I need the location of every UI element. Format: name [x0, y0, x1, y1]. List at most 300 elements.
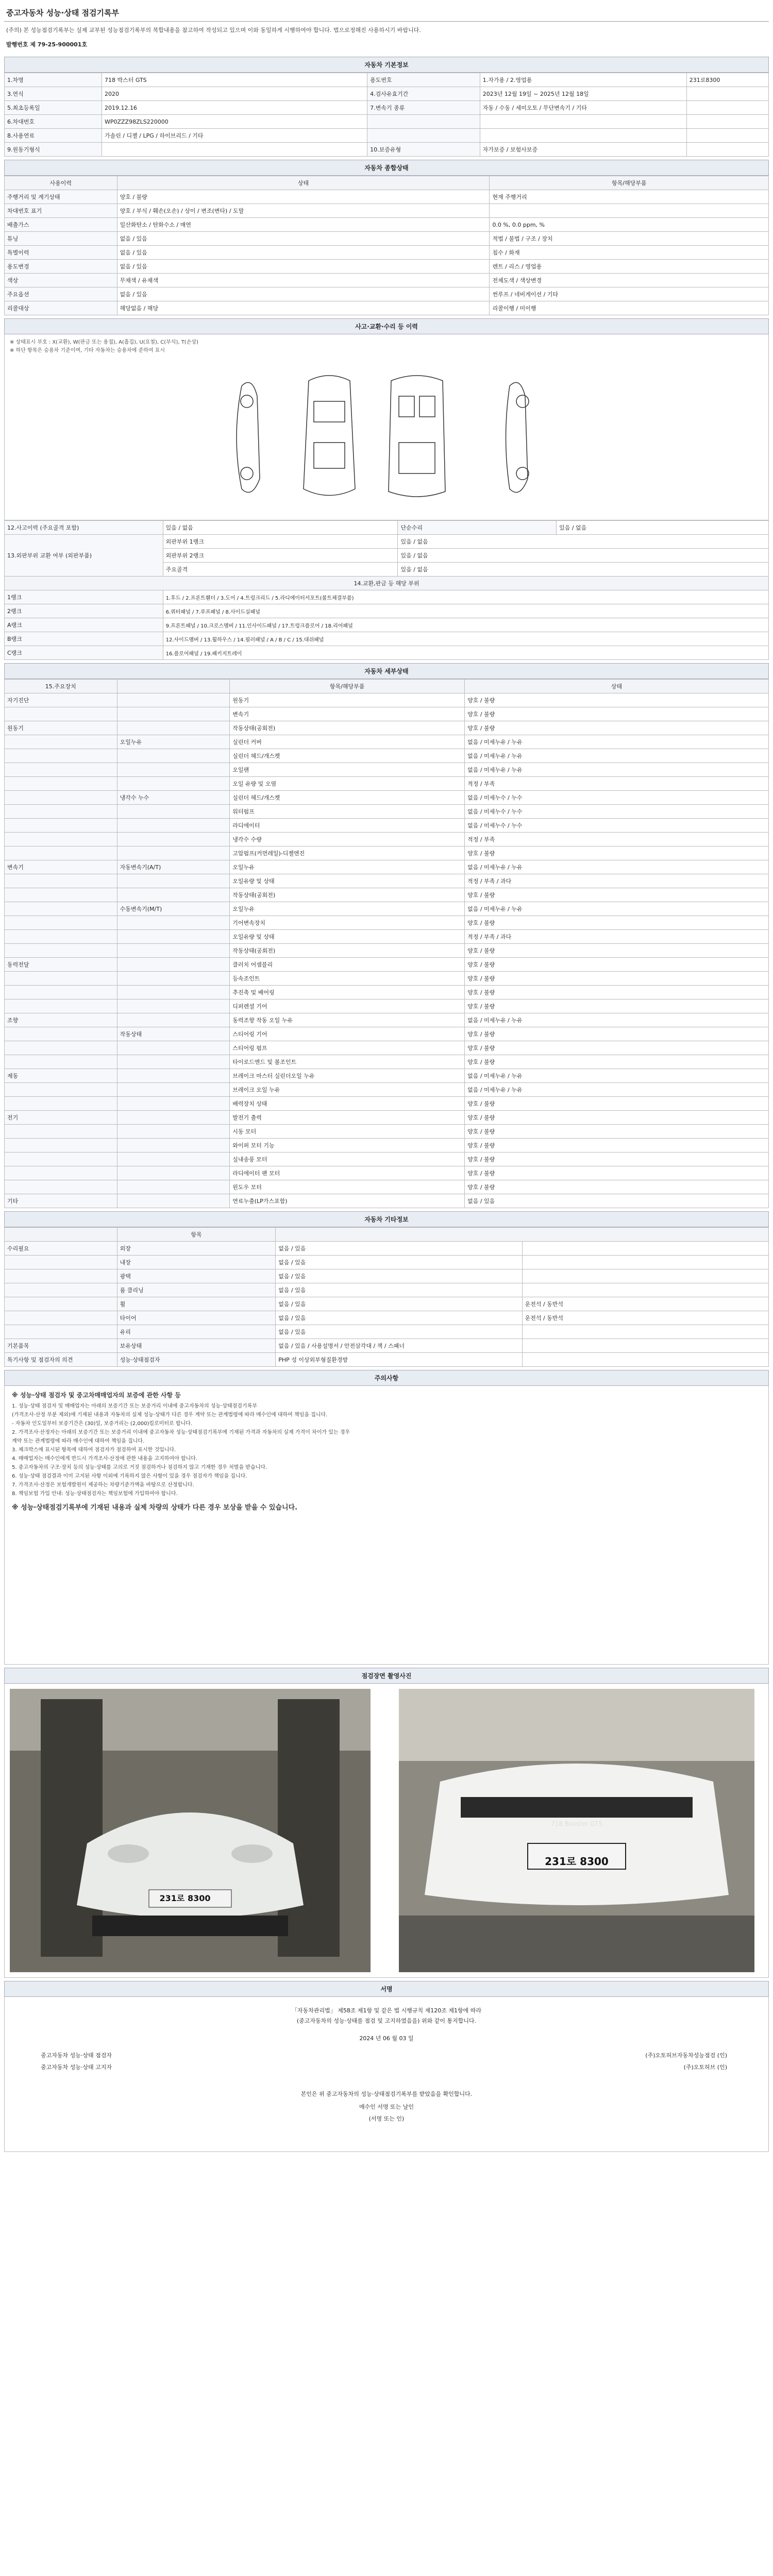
- extra-group: [5, 1269, 117, 1283]
- general-label: 튜닝: [5, 232, 117, 246]
- basic-value: [102, 143, 367, 157]
- detail-row: [5, 1069, 769, 1083]
- detail-row: [5, 1041, 769, 1055]
- detail-group: [5, 888, 117, 902]
- basic-value-2: [480, 115, 686, 129]
- detail-state: 양호 / 불량: [465, 958, 769, 972]
- extra-side: [522, 1353, 768, 1367]
- basic-label: 8.사용연료: [5, 129, 102, 143]
- detail-sub: [117, 721, 230, 735]
- detail-item: 작동상태(공회전): [230, 888, 465, 902]
- document-number: 발행번호 제 79-25-900001호: [6, 41, 88, 48]
- detail-sub: [117, 1097, 230, 1111]
- detail-item: 라디에이터: [230, 819, 465, 833]
- extra-group: [5, 1256, 117, 1269]
- basic-info-table: [4, 73, 769, 157]
- general-extra: [490, 204, 769, 218]
- extra-info-table: [4, 1227, 769, 1367]
- detail-sub: [117, 986, 230, 999]
- rank-label: 1랭크: [5, 590, 163, 604]
- detail-row: [5, 1083, 769, 1097]
- extra-state: 없음 / 있음 / 사용설명서 / 안전삼각대 / 잭 / 스패너: [276, 1339, 522, 1353]
- damage-diagram-header: 사고·교환·수리 등 이력: [4, 318, 769, 334]
- extra-item: 유리: [117, 1325, 276, 1339]
- extra-side: 운전석 / 동반석: [522, 1311, 768, 1325]
- caution-line: 6. 성능·상태 점검결과 이미 고지된 사항 이외에 기록하지 않은 사항이 있을 경우 점검자가 책임을 집니다.: [12, 1473, 247, 1479]
- detail-group: [5, 846, 117, 860]
- detail-row: [5, 1153, 769, 1166]
- exterior-part: 외판부위 2랭크: [163, 549, 398, 563]
- general-row: [5, 204, 769, 218]
- detail-state: 양호 / 불량: [465, 707, 769, 721]
- detail-item: 실린더 헤드/개스켓: [230, 749, 465, 763]
- basic-value-2: 자가보증 / 보험사보증: [480, 143, 686, 157]
- detail-row: [5, 1097, 769, 1111]
- detail-sub: [117, 805, 230, 819]
- detail-group: [5, 833, 117, 846]
- detail-row: [5, 1125, 769, 1139]
- detail-group: [5, 1153, 117, 1166]
- general-extra: 리콜이행 / 미이행: [490, 301, 769, 315]
- detail-group: [5, 1083, 117, 1097]
- general-row: [5, 274, 769, 287]
- document-title: 중고자동차 성능·상태 점검기록부: [4, 4, 769, 22]
- rank-label: A랭크: [5, 618, 163, 632]
- detail-group: [5, 763, 117, 777]
- detail-state: 양호 / 불량: [465, 888, 769, 902]
- detail-state: 양호 / 불량: [465, 693, 769, 707]
- simple-repair-label: 단순수리: [398, 521, 557, 535]
- detail-row: [5, 805, 769, 819]
- extra-row: [5, 1283, 769, 1297]
- exterior-part: 외판부위 1랭크: [163, 535, 398, 549]
- detail-row: [5, 986, 769, 999]
- basic-row: [5, 143, 769, 157]
- general-row: [5, 287, 769, 301]
- detail-row: [5, 1013, 769, 1027]
- detail-state: 양호 / 불량: [465, 1153, 769, 1166]
- rear-model-badge: 718 Boxster GTS: [551, 1820, 602, 1827]
- extra-side: [522, 1269, 768, 1283]
- extra-state: 없음 / 있음: [276, 1269, 522, 1283]
- detail-group: 제동: [5, 1069, 117, 1083]
- extra-info-header: 자동차 기타정보: [4, 1211, 769, 1227]
- detail-group: [5, 805, 117, 819]
- extra-item: 광택: [117, 1269, 276, 1283]
- detail-row: [5, 874, 769, 888]
- detail-sub: [117, 707, 230, 721]
- detail-item: 실내송풍 모터: [230, 1153, 465, 1166]
- rank-row: [5, 604, 769, 618]
- detail-state: 양호 / 불량: [465, 972, 769, 986]
- extra-col-group: [5, 1228, 117, 1242]
- detail-row: [5, 944, 769, 958]
- buyer-sign-field[interactable]: (서명 또는 인): [368, 2115, 405, 2122]
- detail-col-device: 15.주요장치: [5, 680, 117, 693]
- detail-row: [5, 791, 769, 805]
- detail-group: [5, 1027, 117, 1041]
- detail-state: 없음 / 미세누수 / 누수: [465, 819, 769, 833]
- general-value: 해당없음 / 해당: [117, 301, 490, 315]
- extra-item: 내장: [117, 1256, 276, 1269]
- detail-item: 브레이크 오일 누유: [230, 1083, 465, 1097]
- extra-row: [5, 1256, 769, 1269]
- detail-row: [5, 1139, 769, 1153]
- rank-items: 6.쿼터패널 / 7.루프패널 / 8.사이드실패널: [163, 604, 768, 618]
- detail-group: 변속기: [5, 860, 117, 874]
- detail-sub: 자동변속기(A/T): [117, 860, 230, 874]
- rank-items: 9.프론트패널 / 10.크로스멤버 / 11.인사이드패널 / 17.트렁크플로어 / 18.리어패널: [163, 618, 768, 632]
- detail-state: 양호 / 불량: [465, 999, 769, 1013]
- detail-col-item: 항목/해당부품: [230, 680, 465, 693]
- detail-sub: [117, 846, 230, 860]
- signature-header: 서명: [4, 1981, 769, 1997]
- general-state-header: 자동차 종합상태: [4, 160, 769, 176]
- detail-row: [5, 999, 769, 1013]
- caution-box: [4, 1386, 769, 1665]
- extra-side: [522, 1339, 768, 1353]
- detail-group: [5, 902, 117, 916]
- inspection-photos: [4, 1684, 769, 1978]
- extra-item: 성능·상태점검자: [117, 1353, 276, 1367]
- extra-state: 없음 / 있음: [276, 1283, 522, 1297]
- extra-item: 외장: [117, 1242, 276, 1256]
- detail-group: [5, 1139, 117, 1153]
- detail-item: 발전기 출력: [230, 1111, 465, 1125]
- exterior-value: 있음 / 없음: [398, 563, 769, 577]
- detail-sub: [117, 888, 230, 902]
- extra-state: PHP 성 이상외부형질환경방: [276, 1353, 522, 1367]
- detail-group: [5, 707, 117, 721]
- general-row: [5, 260, 769, 274]
- detail-row: [5, 749, 769, 763]
- detail-sub: [117, 1153, 230, 1166]
- notifier-name: (주)오토허브 (인): [683, 2064, 727, 2071]
- detail-state: 양호 / 불량: [465, 1166, 769, 1180]
- buyer-sign-label: 매수인 서명 또는 날인: [359, 2104, 414, 2110]
- detail-row: [5, 888, 769, 902]
- general-label: 배출가스: [5, 218, 117, 232]
- general-extra: 썬루프 / 네비게이션 / 기타: [490, 287, 769, 301]
- extra-col-item: 항목: [117, 1228, 276, 1242]
- detail-state: 없음 / 미세누유 / 누유: [465, 749, 769, 763]
- detail-row: [5, 735, 769, 749]
- detail-item: 브레이크 마스터 실린더오일 누유: [230, 1069, 465, 1083]
- basic-label: 6.차대번호: [5, 115, 102, 129]
- exterior-value: 있음 / 없음: [398, 549, 769, 563]
- detail-group: [5, 819, 117, 833]
- accident-table: [4, 520, 769, 660]
- detail-group: [5, 791, 117, 805]
- simple-repair-value: 있음 / 없음: [557, 521, 769, 535]
- detail-state: 양호 / 불량: [465, 1125, 769, 1139]
- extra-row: [5, 1297, 769, 1311]
- diagram-legend-2: ※ 하단 항목은 승용차 기준이며, 기타 자동차는 승용차에 준하여 표시: [10, 348, 165, 353]
- general-state-table: [4, 176, 769, 315]
- basic-label-2: [367, 129, 480, 143]
- detail-sub: [117, 833, 230, 846]
- general-value: 양호 / 불량: [117, 190, 490, 204]
- detail-sub: [117, 916, 230, 930]
- general-row: [5, 246, 769, 260]
- inspection-photo-front-left: [10, 1689, 371, 1972]
- detail-sub: [117, 1013, 230, 1027]
- general-value: 없음 / 있음: [117, 260, 490, 274]
- rank-items: 12.사이드멤버 / 13.휠하우스 / 14.필러패널 / A / B / C / 15.대쉬패널: [163, 632, 768, 646]
- detail-sub: 작동상태: [117, 1027, 230, 1041]
- detail-group: [5, 1125, 117, 1139]
- detail-group: [5, 749, 117, 763]
- accident-value: 있음 / 없음: [163, 521, 398, 535]
- rank-subheader: 14.교환,판금 등 해당 부위: [5, 577, 769, 590]
- basic-label-2: 10.보증유형: [367, 143, 480, 157]
- detail-group: [5, 735, 117, 749]
- detail-group: 기타: [5, 1194, 117, 1208]
- detail-sub: [117, 1055, 230, 1069]
- detail-col-sub: [117, 680, 230, 693]
- detail-item: 오일누유: [230, 902, 465, 916]
- receipt-text: 본인은 위 중고자동차의 성능·상태점검기록부를 받았음을 확인합니다.: [300, 2091, 473, 2097]
- detail-item: 작동상태(공회전): [230, 944, 465, 958]
- basic-value-3: 231로8300: [686, 73, 768, 87]
- extra-row: [5, 1269, 769, 1283]
- basic-label: 5.최초등록일: [5, 101, 102, 115]
- extra-state: 없음 / 있음: [276, 1311, 522, 1325]
- detail-group: [5, 777, 117, 791]
- detail-row: [5, 1027, 769, 1041]
- detail-group: 자기진단: [5, 693, 117, 707]
- general-extra: 현재 주행거리: [490, 190, 769, 204]
- detail-item: 등속조인트: [230, 972, 465, 986]
- general-value: 일산화탄소 / 탄화수소 / 매연: [117, 218, 490, 232]
- caution-line: 7. 가격조사·산정은 보험개발원이 제공하는 차량기준가액을 바탕으로 산정합니다.: [12, 1482, 194, 1488]
- detail-state: 양호 / 불량: [465, 944, 769, 958]
- detail-item: 오일누유: [230, 860, 465, 874]
- detail-group: [5, 1055, 117, 1069]
- general-label: 용도변경: [5, 260, 117, 274]
- detail-group: [5, 986, 117, 999]
- photos-header: 점검장면 촬영사진: [4, 1668, 769, 1684]
- caution-line: 5. 중고자동차의 구조·장치 등의 성능·상태를 고의로 거짓 점검하거나 점검하지 않고 기재한 경우 처벌을 받습니다.: [12, 1465, 267, 1470]
- general-label: 리콜대상: [5, 301, 117, 315]
- detail-sub: [117, 1111, 230, 1125]
- extra-state: 없음 / 있음: [276, 1325, 522, 1339]
- basic-label: 3.연식: [5, 87, 102, 101]
- diagram-legend-1: ※ 상태표시 부호 : X(교환), W(판금 또는 용접), A(흠집), U(요철), C(부식), T(손상): [10, 340, 198, 345]
- caution-line: 3. 체크박스에 표시된 항목에 대하여 점검자가 점검하여 표시한 것입니다.: [12, 1447, 176, 1453]
- detail-item: 변속기: [230, 707, 465, 721]
- car-outline-diagram: [221, 365, 551, 510]
- detail-sub: [117, 1083, 230, 1097]
- extra-side: [522, 1325, 768, 1339]
- detail-state: 없음 / 미세누유 / 누유: [465, 902, 769, 916]
- detail-item: 작동상태(공회전): [230, 721, 465, 735]
- detail-sub: [117, 1180, 230, 1194]
- detail-item: 클러치 어셈블리: [230, 958, 465, 972]
- detail-state-header: 자동차 세부상태: [4, 663, 769, 679]
- detail-sub: [117, 958, 230, 972]
- general-row: [5, 190, 769, 204]
- general-row: [5, 218, 769, 232]
- basic-value: WP0ZZZ98ZLS220000: [102, 115, 367, 129]
- detail-item: 오일팬: [230, 763, 465, 777]
- caution-heading: ※ 성능·상태 점검자 및 중고차매매업자의 보증에 관한 사항 등: [12, 1392, 181, 1399]
- detail-sub: [117, 1139, 230, 1153]
- detail-state: 양호 / 불량: [465, 916, 769, 930]
- detail-row: [5, 972, 769, 986]
- inspection-record-page: [4, 4, 769, 2152]
- basic-empty: [686, 129, 768, 143]
- extra-item: 휠: [117, 1297, 276, 1311]
- rank-label: C랭크: [5, 646, 163, 660]
- detail-row: [5, 916, 769, 930]
- detail-state: 없음 / 미세누유 / 누유: [465, 735, 769, 749]
- caution-line: 8. 책임보험 가입 안내: 성능·상태점검자는 책임보험에 가입하여야 합니다.: [12, 1491, 178, 1497]
- document-notice: (주의) 본 성능점검기록부는 실제 교부된 성능점검기록부의 복합내용을 참고하여 작성되고 있으며 이와 동일하게 시행하여야 합니다. 법으로정해진 사용하시기 바랍니다.: [6, 27, 421, 33]
- detail-state: 없음 / 미세누유 / 누유: [465, 1013, 769, 1027]
- detail-item: 타이로드엔드 및 볼조인트: [230, 1055, 465, 1069]
- extra-group: 특기사항 및 점검자의 의견: [5, 1353, 117, 1367]
- extra-col-state: [276, 1228, 769, 1242]
- detail-sub: [117, 777, 230, 791]
- basic-empty: [686, 115, 768, 129]
- law-text: 「자동차관리법」 제58조 제1항 및 같은 법 시행규칙 제120조 제1항에 따라: [291, 2007, 482, 2014]
- detail-item: 원동기: [230, 693, 465, 707]
- front-plate-text: 231로 8300: [159, 1893, 211, 1903]
- detail-state: 없음 / 있음: [465, 1194, 769, 1208]
- detail-sub: [117, 874, 230, 888]
- detail-group: [5, 874, 117, 888]
- general-label: 차대번호 표기: [5, 204, 117, 218]
- detail-group: 전기: [5, 1111, 117, 1125]
- basic-value-2: 자동 / 수동 / 세미오토 / 무단변속기 / 기타: [480, 101, 686, 115]
- basic-value-2: [480, 129, 686, 143]
- detail-row: [5, 902, 769, 916]
- detail-row: [5, 1111, 769, 1125]
- detail-state: 양호 / 불량: [465, 1180, 769, 1194]
- detail-sub: [117, 1166, 230, 1180]
- extra-side: [522, 1256, 768, 1269]
- detail-row: [5, 958, 769, 972]
- extra-group: 기본품목: [5, 1339, 117, 1353]
- general-label: 주요옵션: [5, 287, 117, 301]
- extra-row: [5, 1339, 769, 1353]
- basic-empty: [686, 143, 768, 157]
- detail-item: 기어변속장치: [230, 916, 465, 930]
- extra-side: [522, 1283, 768, 1297]
- caution-line: 4. 매매업자는 매수인에게 반드시 가격조사·산정에 관한 내용을 고지하여야 합니다.: [12, 1456, 198, 1462]
- rank-row: [5, 618, 769, 632]
- extra-group: [5, 1311, 117, 1325]
- detail-item: 와이퍼 모터 기능: [230, 1139, 465, 1153]
- basic-row: [5, 115, 769, 129]
- extra-side: 운전석 / 동반석: [522, 1297, 768, 1311]
- basic-value: 2020: [102, 87, 367, 101]
- detail-item: 실린더 헤드/개스켓: [230, 791, 465, 805]
- detail-item: 추진축 및 베어링: [230, 986, 465, 999]
- signature-box: [4, 1997, 769, 2152]
- extra-row: [5, 1311, 769, 1325]
- sign-date: 2024 년 06 월 03 일: [359, 2035, 414, 2042]
- basic-empty: [686, 101, 768, 115]
- detail-row: [5, 930, 769, 944]
- detail-item: 고압펌프(커먼레일)-디젤엔진: [230, 846, 465, 860]
- general-row: [5, 301, 769, 315]
- exterior-row: [5, 535, 769, 549]
- detail-sub: [117, 1069, 230, 1083]
- detail-sub: [117, 749, 230, 763]
- general-extra: 적법 / 불법 / 구조 / 장치: [490, 232, 769, 246]
- detail-state: 없음 / 미세누수 / 누수: [465, 791, 769, 805]
- detail-state: 적정 / 부족: [465, 833, 769, 846]
- detail-row: [5, 1055, 769, 1069]
- detail-group: 조향: [5, 1013, 117, 1027]
- detail-item: 디퍼렌셜 기어: [230, 999, 465, 1013]
- extra-side: [522, 1242, 768, 1256]
- extra-row: [5, 1353, 769, 1367]
- basic-value-2: 2023년 12월 19일 ~ 2025년 12월 18일: [480, 87, 686, 101]
- basic-value-2: 1.자가용 / 2.영업용: [480, 73, 686, 87]
- extra-item: 타이어: [117, 1311, 276, 1325]
- basic-value: 718 박스터 GTS: [102, 73, 367, 87]
- detail-group: [5, 999, 117, 1013]
- accident-row: [5, 521, 769, 535]
- detail-state: 양호 / 불량: [465, 1027, 769, 1041]
- exterior-label: 13.외판부위 교환 여부 (외판부품): [5, 535, 163, 577]
- detail-state: 없음 / 미세누유 / 누유: [465, 860, 769, 874]
- caution-line: (가격조사·산정 부분 제외)에 기재된 내용과 자동차의 실제 성능·상태가 다른 경우 계약 또는 관계법령에 따라 매수인에 대하여 책임을 집니다.: [12, 1412, 328, 1418]
- general-extra: 렌트 / 리스 / 영업용: [490, 260, 769, 274]
- detail-sub: [117, 944, 230, 958]
- basic-label-2: [367, 115, 480, 129]
- extra-state: 없음 / 있음: [276, 1256, 522, 1269]
- general-extra: 침수 / 화재: [490, 246, 769, 260]
- caution-emphasis: ※ 성능·상태점검기록부에 기재된 내용과 실제 차량의 상태가 다른 경우 보상을 받을 수 있습니다.: [12, 1504, 298, 1512]
- inspection-photo-rear: [399, 1689, 754, 1972]
- basic-label: 9.원동기형식: [5, 143, 102, 157]
- extra-group: [5, 1325, 117, 1339]
- general-row: [5, 232, 769, 246]
- detail-sub: [117, 1194, 230, 1208]
- extra-item: 보유상태: [117, 1339, 276, 1353]
- detail-group: [5, 1180, 117, 1194]
- law-text-2: (중고자동차의 성능·상태를 점검 및 고지하였음을) 위와 같이 통지합니다.: [296, 2018, 477, 2024]
- rank-items: 16.플로어패널 / 19.패키지트레이: [163, 646, 768, 660]
- caution-line: 1. 성능·상태 점검자 및 매매업자는 아래의 보증기간 또는 보증거리 이내에 중고자동차의 성능·상태점검기록부: [12, 1403, 257, 1409]
- detail-group: 원동기: [5, 721, 117, 735]
- detail-state: 없음 / 미세누수 / 누수: [465, 805, 769, 819]
- detail-item: 동력조향 작동 오일 누유: [230, 1013, 465, 1027]
- extra-state: 없음 / 있음: [276, 1242, 522, 1256]
- exterior-part: 주요골격: [163, 563, 398, 577]
- caution-line: 2. 가격조사·산정자는 아래의 보증기간 또는 보증거리 이내에 중고자동차 성능·상태점검기록부에 기재된 가격과 자동차의 실제 가격이 차이가 있는 경우: [12, 1430, 350, 1435]
- detail-group: 동력전달: [5, 958, 117, 972]
- detail-item: 실린더 커버: [230, 735, 465, 749]
- detail-row: [5, 693, 769, 707]
- detail-item: 오일 유량 및 오염: [230, 777, 465, 791]
- basic-row: [5, 101, 769, 115]
- damage-diagram: [4, 334, 769, 520]
- rank-row: [5, 590, 769, 604]
- general-value: 무채색 / 유채색: [117, 274, 490, 287]
- inspector-name: (주)오토허브자동차성능점검 (인): [645, 2052, 727, 2059]
- rear-plate-text: 231로 8300: [545, 1855, 609, 1868]
- detail-sub: [117, 930, 230, 944]
- general-value: 없음 / 있음: [117, 287, 490, 301]
- detail-sub: [117, 763, 230, 777]
- detail-group: [5, 944, 117, 958]
- inspector-role: 중고자동차 성능·상태 점검자: [41, 2052, 112, 2059]
